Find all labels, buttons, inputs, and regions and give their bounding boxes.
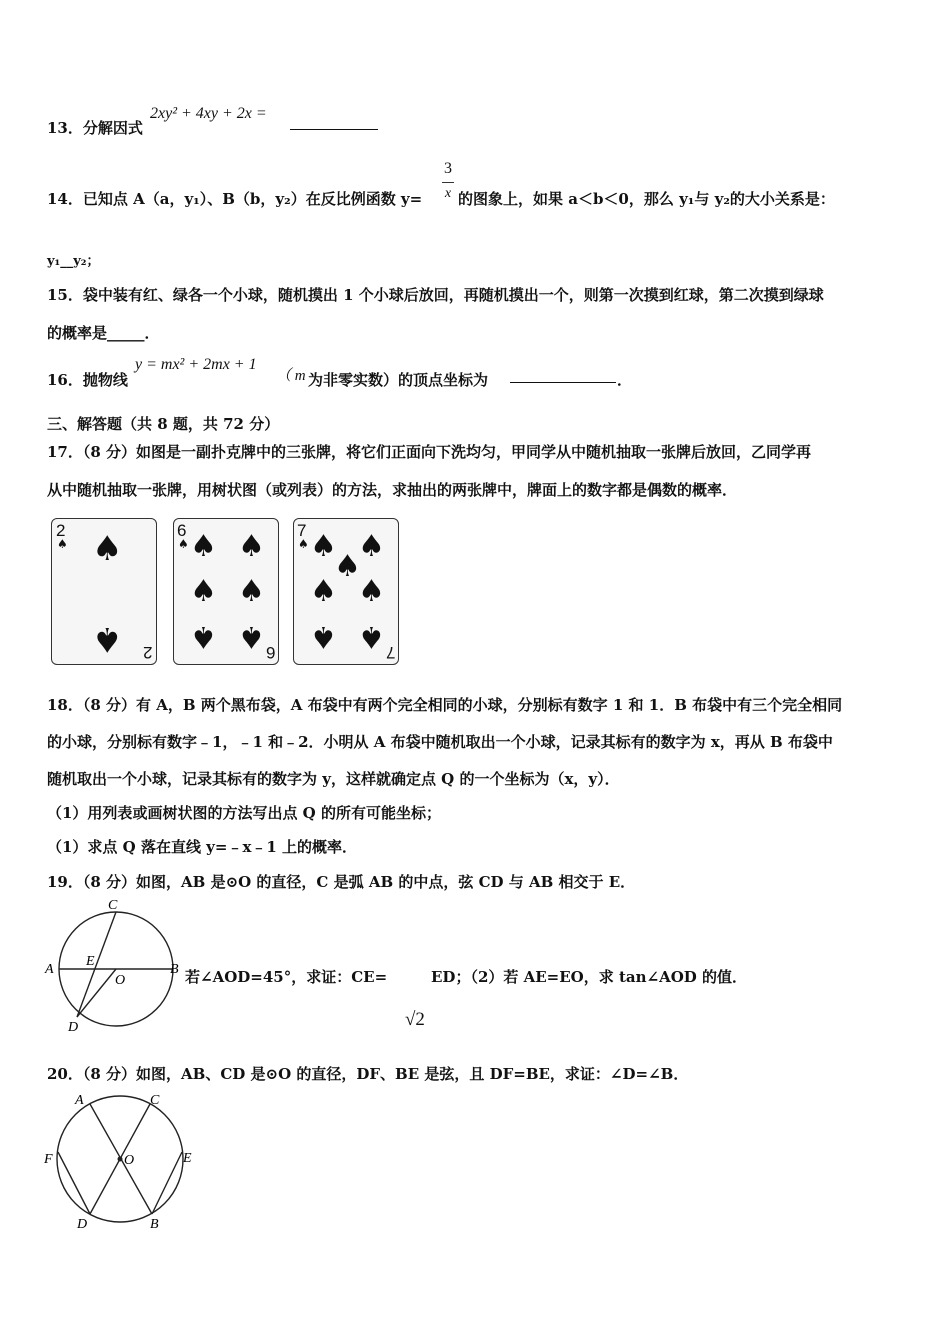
point-label-d: D [77,1217,88,1232]
card-rank: 6 [177,521,187,540]
point-label-b: B [170,962,179,977]
point-label-d: D [68,1020,79,1035]
q13-expression: 2xy² + 4xy + 2x = [150,105,267,122]
card-suit-small-icon: ♠ [178,537,189,551]
q16-expression: y = mx² + 2mx + 1 [135,356,257,373]
card-rank: 2 [56,521,66,540]
radius-od [77,969,116,1017]
q18-line3: 随机取出一个小球，记录其标有的数字为 y，这样就确定点 Q 的一个坐标为（x，y）． [47,770,620,788]
q14-fraction-denominator: x [444,186,452,201]
q18-line2: 的小球，分别标有数字﹣1，﹣1 和﹣2．小明从 A 布袋中随机取出一个小球，记录其标有的数字为 x，再从 B 布袋中 [47,733,833,751]
q16-paren-m: （ m [276,368,306,384]
q20-line1: 20．（8 分）如图，AB、CD 是⊙O 的直径，DF、BE 是弦，且 DF=BE，求证：∠D=∠B． [47,1065,689,1083]
q13-answer-blank [290,129,378,130]
point-label-o: O [115,973,126,988]
q14-fraction-numerator: 3 [444,160,452,177]
spade-pip-icon: ♠ [358,574,385,609]
q19-line2b: ED；（2）若 AE=EO，求 tan∠AOD 的值． [431,968,748,986]
point-label-e: E [86,954,95,969]
point-label-f: F [44,1152,53,1167]
q18-sub1: （1）用列表或画树状图的方法写出点 Q 的所有可能坐标； [47,804,441,822]
q17-line1: 17．（8 分）如图是一副扑克牌中的三张牌，将它们正面向下洗均匀，甲同学从中随机抽取一张牌后放回，乙同学再 [47,443,812,461]
card-rank-inverted: 6 [265,643,275,662]
spade-pip-icon: ♠ [92,619,123,659]
playing-card-2-spades [51,518,157,665]
playing-card-7-spades [293,518,399,665]
q18-line1: 18．（8 分）有 A，B 两个黑布袋，A 布袋中有两个完全相同的小球，分别标有数字 1 和 1．B 布袋中有三个完全相同 [47,696,843,714]
point-label-a: A [75,1093,84,1108]
point-label-c: C [108,898,118,913]
q13-label: 13．分解因式 [47,119,143,137]
point-label-c: C [150,1093,160,1108]
q16-answer-blank [510,382,616,383]
q15-line2: 的概率是_____． [47,324,160,342]
point-label-e: E [183,1151,192,1166]
q14-fraction-bar [442,182,454,183]
q19-sqrt2: √2 [405,1009,425,1030]
point-label-a: A [45,962,54,977]
q14-label-pre: 14．已知点 A（a，y₁）、B（b，y₂）在反比例函数 y= [47,190,423,208]
spade-pip-icon: ♠ [358,619,385,654]
section3-title: 三、解答题（共 8 题，共 72 分） [47,415,280,433]
q14-label-post: 的图象上，如果 a＜b＜0，那么 y₁与 y₂的大小关系是： [458,190,835,208]
spade-pip-icon: ♠ [358,529,385,564]
card-suit-small-icon: ♠ [298,537,309,551]
point-label-b: B [150,1217,159,1232]
card-rank-inverted: 2 [142,643,152,662]
q16-tail: 为非零实数）的顶点坐标为 [308,371,489,389]
q19-line1: 19．（8 分）如图，AB 是⊙O 的直径，C 是弧 AB 的中点，弦 CD 与 AB 相交于 E． [47,873,636,891]
spade-pip-icon: ♠ [310,529,337,564]
q18-sub2: （1）求点 Q 落在直线 y=﹣x﹣1 上的概率． [47,838,358,856]
q20-circle-diagram [40,1088,198,1232]
point-label-o: O [124,1153,135,1168]
spade-pip-icon: ♠ [310,619,337,654]
q19-line2a: 若∠AOD=45°，求证：CE= [185,968,388,986]
q14-answer-line: y₁__y₂； [47,254,100,269]
center-point [118,1157,123,1162]
q17-line2: 从中随机抽取一张牌，用树状图（或列表）的方法，求抽出的两张牌中，牌面上的数字都是偶数的概率． [47,481,738,499]
q16-end: ． [617,371,633,389]
spade-pip-icon: ♠ [238,619,265,654]
spade-pip-icon: ♠ [190,619,217,654]
spade-pip-icon: ♠ [92,529,123,569]
card-rank-inverted: 7 [385,643,395,662]
spade-pip-icon: ♠ [238,529,265,564]
spade-pip-icon: ♠ [190,529,217,564]
spade-pip-icon: ♠ [190,574,217,609]
chord-cd [77,912,116,1017]
spade-pip-icon: ♠ [238,574,265,609]
q19-circle-diagram [40,895,185,1035]
chord-df [58,1152,90,1214]
card-suit-small-icon: ♠ [57,537,68,551]
playing-card-6-spades [173,518,279,665]
q16-label: 16．抛物线 [47,371,128,389]
card-rank: 7 [297,521,307,540]
q15-line1: 15．袋中装有红、绿各一个小球，随机摸出 1 个小球后放回，再随机摸出一个，则第一次摸到红球，第二次摸到绿球 [47,286,824,304]
spade-pip-icon: ♠ [334,549,361,584]
spade-pip-icon: ♠ [310,574,337,609]
